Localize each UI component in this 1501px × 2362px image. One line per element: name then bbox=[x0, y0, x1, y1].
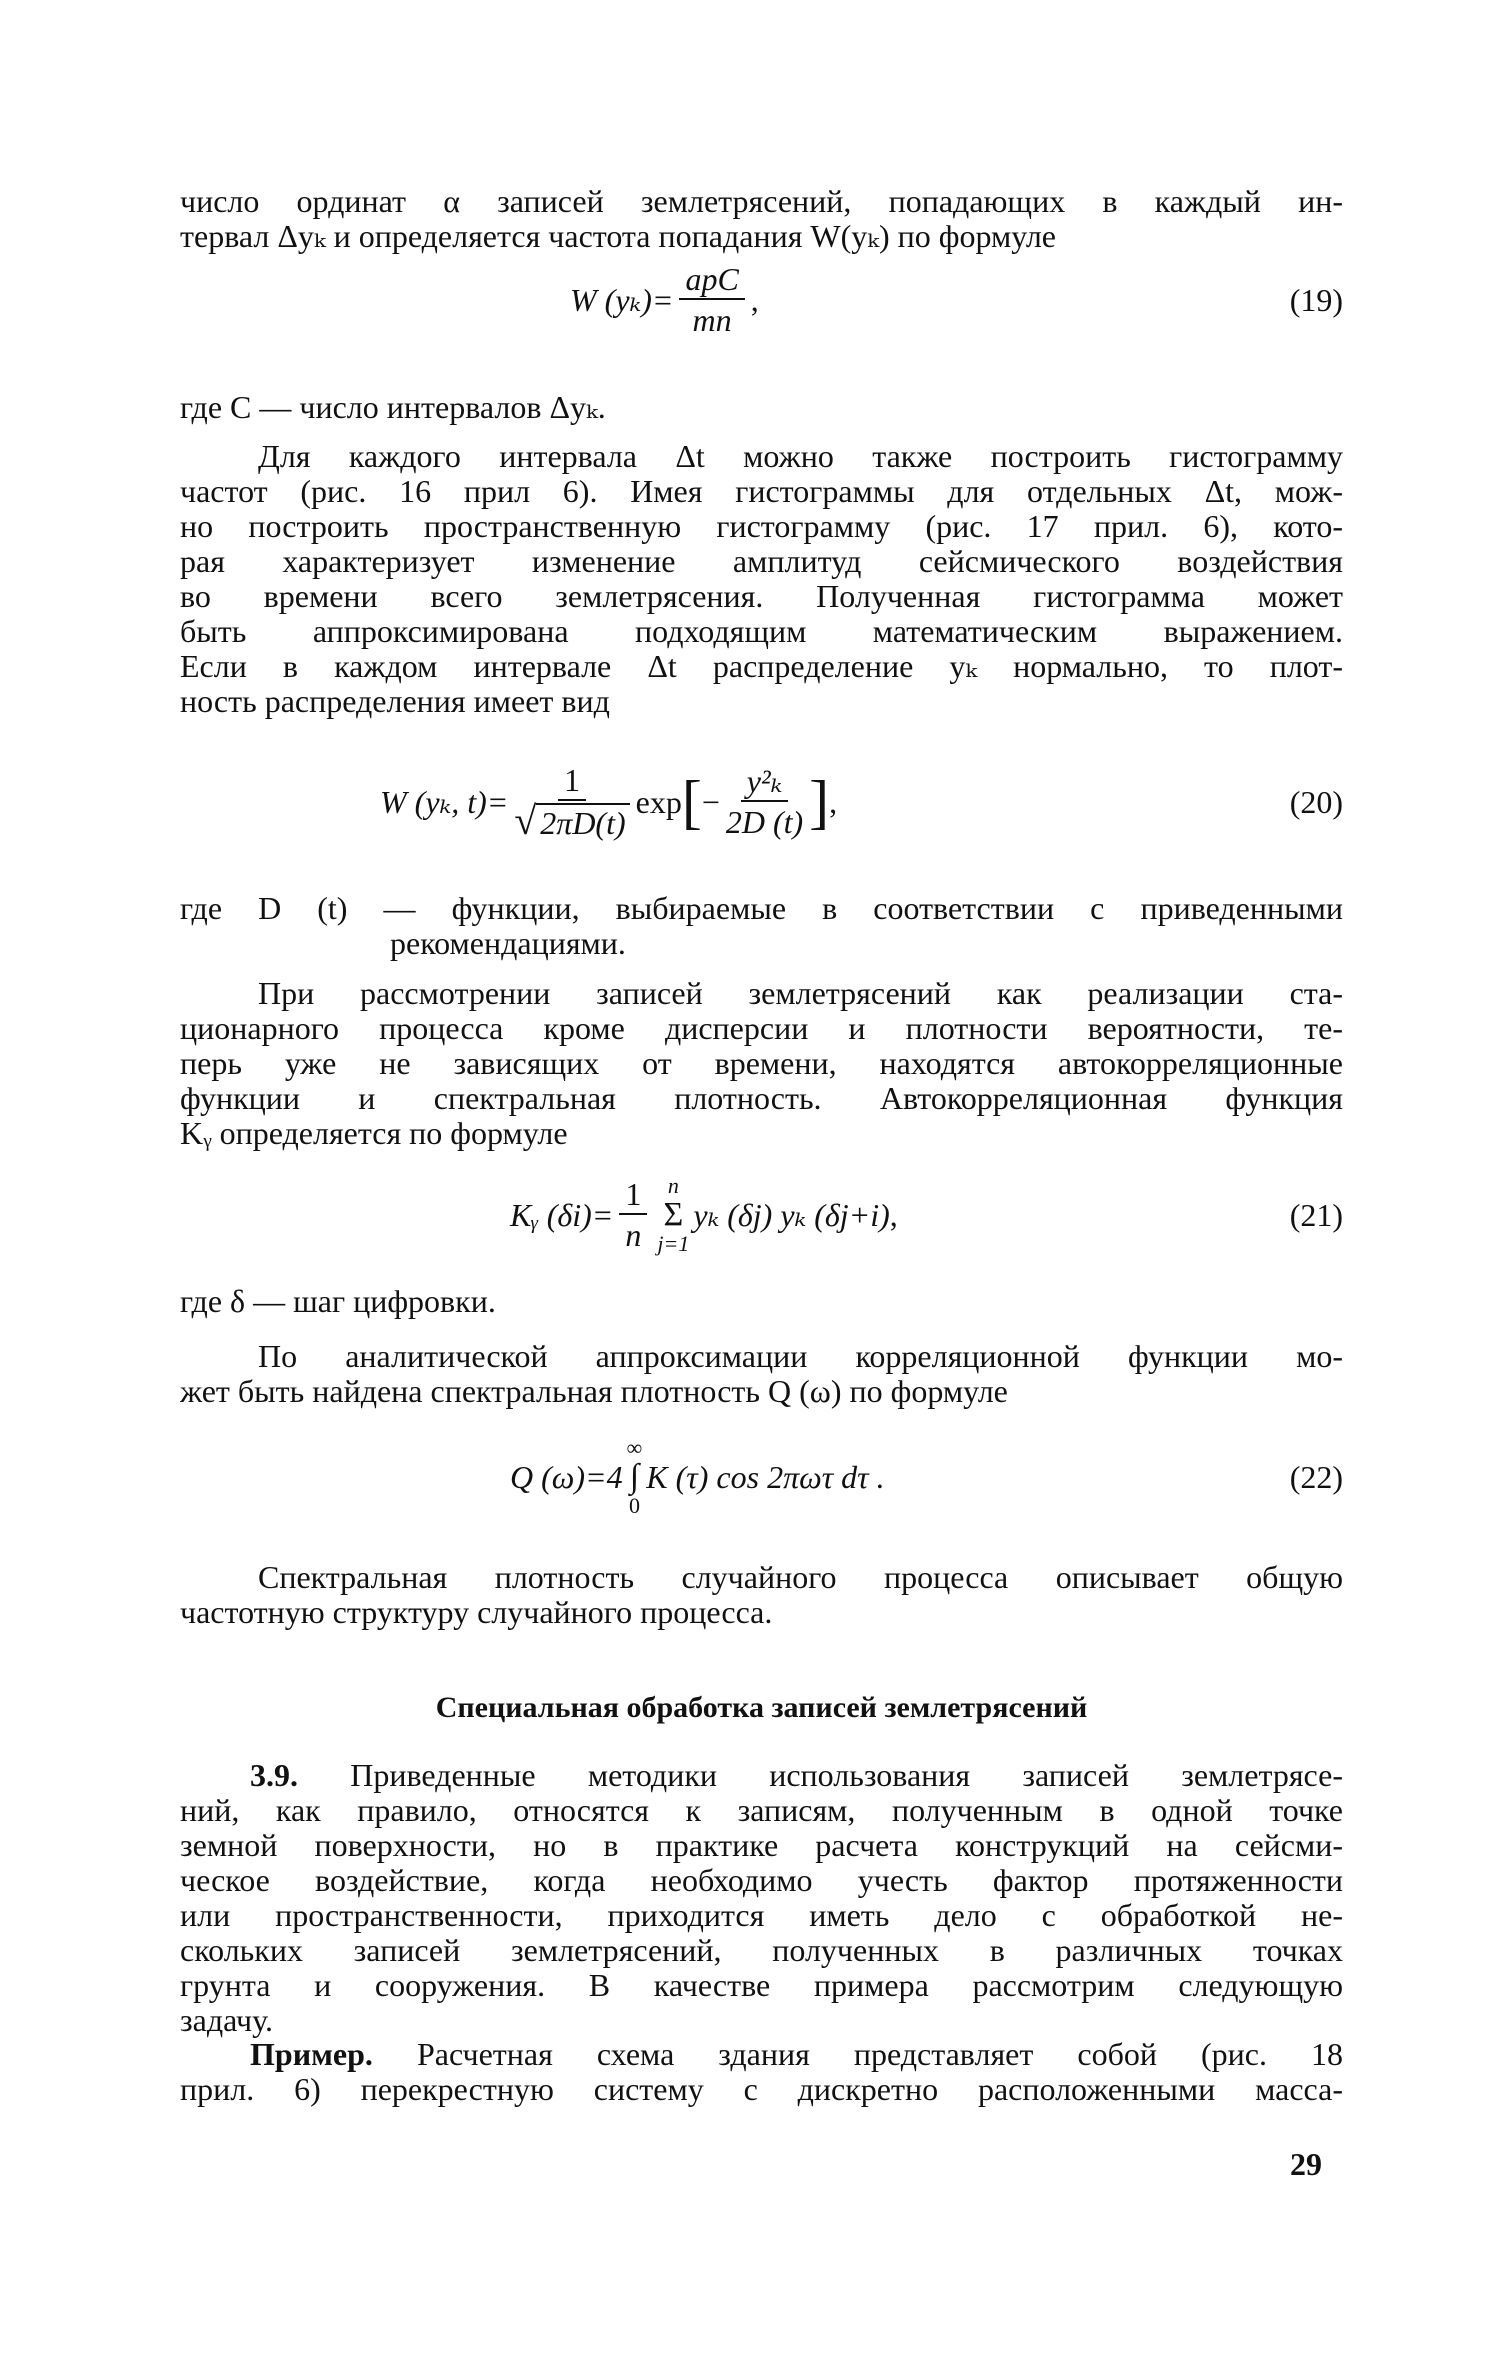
paragraph-3-9 bbox=[180, 1758, 1343, 2038]
formula-tail: , bbox=[889, 1196, 898, 1233]
text-line: во времени всего землетрясения. Полученная гистограмма может bbox=[180, 579, 1343, 614]
text-line: функции и спектральная плотность. Автокорреляционная функция bbox=[180, 1081, 1343, 1116]
paragraph-2 bbox=[180, 439, 1343, 719]
text-line: рекомендациями. bbox=[390, 926, 626, 961]
text-line: где C — число интервалов Δyₖ. bbox=[180, 390, 606, 425]
fraction bbox=[619, 1175, 647, 1255]
text-line: перь уже не зависящих от времени, находятся автокорреляционные bbox=[180, 1046, 1343, 1081]
integral-lower: 0 bbox=[628, 1493, 640, 1518]
formula-lhs: Q (ω)=4 bbox=[510, 1458, 623, 1495]
where-d bbox=[180, 891, 1343, 961]
formula-rhs: yₖ (δj) yₖ (δj+i) bbox=[693, 1197, 890, 1233]
text-run: Расчетная схема здания представляет собой (рис. 18 bbox=[372, 2037, 1343, 2072]
left-bracket: [ bbox=[681, 769, 702, 835]
equation-number: (19) bbox=[1289, 282, 1343, 318]
paragraph-5 bbox=[180, 1560, 1343, 1630]
integral-sign: ∫ bbox=[629, 1458, 640, 1495]
fraction bbox=[726, 762, 803, 842]
numerator: apC bbox=[679, 260, 744, 300]
equation-number: (21) bbox=[1289, 1197, 1343, 1233]
sum-upper: n bbox=[667, 1173, 679, 1198]
text-line: жет быть найдена спектральная плотность Q (ω) по формуле bbox=[180, 1374, 1008, 1409]
denominator: mn bbox=[692, 302, 732, 338]
paragraph-example bbox=[180, 2037, 1343, 2107]
text-line: тервал Δyₖ и определяется частота попадания W(yₖ) по формуле bbox=[180, 219, 1056, 254]
text-run: Приведенные методики использования записей землетрясе- bbox=[298, 1758, 1343, 1793]
formula-19 bbox=[180, 245, 1343, 355]
formula-lhs: W (yₖ)= bbox=[570, 282, 674, 318]
numerator: 1 bbox=[619, 1175, 647, 1215]
text-line: ность распределения имеет вид bbox=[180, 684, 610, 719]
paragraph-3 bbox=[180, 976, 1343, 1151]
formula-lhs: Kᵧ (δi)= bbox=[510, 1196, 614, 1233]
formula-20 bbox=[180, 747, 1343, 857]
denominator: n bbox=[625, 1217, 642, 1253]
minus: − bbox=[701, 783, 720, 820]
text-line: где δ — шаг цифровки. bbox=[180, 1284, 496, 1319]
text-line: ционарного процесса кроме дисперсии и плотности вероятности, те- bbox=[180, 1011, 1343, 1046]
section-number: 3.9. bbox=[250, 1758, 298, 1793]
denominator: 2D (t) bbox=[725, 804, 804, 840]
right-bracket: ] bbox=[809, 769, 830, 835]
text-line: число ординат α записей землетрясений, попадающих в каждый ин- bbox=[180, 184, 1343, 219]
sum-lower: j=1 bbox=[657, 1231, 690, 1256]
text-line: Для каждого интервала Δt можно также построить гистограмму bbox=[258, 439, 1343, 474]
numerator: y²ₖ bbox=[741, 762, 788, 802]
fraction bbox=[679, 260, 744, 340]
text-line: или пространственности, приходится иметь дело с обработкой не- bbox=[180, 1898, 1343, 1933]
formula-tail: , bbox=[750, 281, 759, 318]
formula-lhs: W (yₖ, t)= bbox=[380, 784, 509, 820]
equation-number: (20) bbox=[1289, 784, 1343, 820]
text-line: где D (t) — функции, выбираемые в соответствии с приведенными bbox=[180, 891, 1343, 926]
text-line: Спектральная плотность случайного процесса описывает общую bbox=[258, 1560, 1343, 1595]
text-line: ний, как правило, относятся к записям, полученным в одной точке bbox=[180, 1793, 1343, 1828]
where-c bbox=[180, 390, 1343, 425]
integral-upper: ∞ bbox=[626, 1435, 643, 1460]
text-line: частот (рис. 16 прил 6). Имея гистограммы для отдельных Δt, мож- bbox=[180, 474, 1343, 509]
text-line: земной поверхности, но в практике расчета конструкций на сейсми- bbox=[180, 1828, 1343, 1863]
text-line: При рассмотрении записей землетрясений как реализации ста- bbox=[258, 976, 1343, 1011]
text-line: рая характеризует изменение амплитуд сейсмического воздействия bbox=[180, 544, 1343, 579]
example-label: Пример. bbox=[250, 2037, 373, 2072]
formula-21 bbox=[180, 1160, 1343, 1270]
formula-tail: , bbox=[829, 783, 838, 820]
exp: exp bbox=[635, 783, 682, 820]
integral bbox=[627, 1436, 643, 1518]
text-line: прил. 6) перекрестную систему с дискретно расположенными масса- bbox=[180, 2072, 1343, 2107]
text-line: задачу. bbox=[180, 2003, 273, 2038]
sum-sign: Σ bbox=[663, 1196, 684, 1233]
page-number: 29 bbox=[1290, 2146, 1322, 2182]
text-line: Если в каждом интервале Δt распределение yₖ нормально, то плот- bbox=[180, 649, 1343, 684]
paragraph-1 bbox=[180, 184, 1343, 254]
where-delta bbox=[180, 1284, 1343, 1319]
text-line: Kᵧ определяется по формуле bbox=[180, 1116, 568, 1151]
equation-number: (22) bbox=[1289, 1459, 1343, 1495]
text-line bbox=[180, 2037, 1343, 2072]
text-line: грунта и сооружения. В качестве примера рассмотрим следующую bbox=[180, 1968, 1343, 2003]
sqrt-radicand: 2πD(t) bbox=[536, 803, 629, 841]
summation bbox=[657, 1174, 689, 1256]
numerator: 1 bbox=[558, 761, 586, 801]
text-line: По аналитической аппроксимации корреляционной функции мо- bbox=[258, 1339, 1343, 1374]
text-line: частотную структуру случайного процесса. bbox=[180, 1595, 773, 1630]
fraction: $\frac{1}{√ 2\pi D(t)}$ bbox=[514, 761, 629, 843]
formula-22 bbox=[180, 1422, 1343, 1532]
text-line: но построить пространственную гистограмму (рис. 17 прил. 6), кото- bbox=[180, 509, 1343, 544]
text-line: скольких записей землетрясений, полученных в различных точках bbox=[180, 1933, 1343, 1968]
text-line: ческое воздействие, когда необходимо учесть фактор протяженности bbox=[180, 1863, 1343, 1898]
text-line: быть аппроксимирована подходящим математическим выражением. bbox=[180, 614, 1343, 649]
section-heading: Специальная обработка записей землетрясений bbox=[435, 1691, 1088, 1724]
text-line bbox=[180, 1758, 1343, 1793]
paragraph-4 bbox=[180, 1339, 1343, 1409]
formula-rhs: K (τ) cos 2πωτ dτ . bbox=[646, 1458, 885, 1495]
